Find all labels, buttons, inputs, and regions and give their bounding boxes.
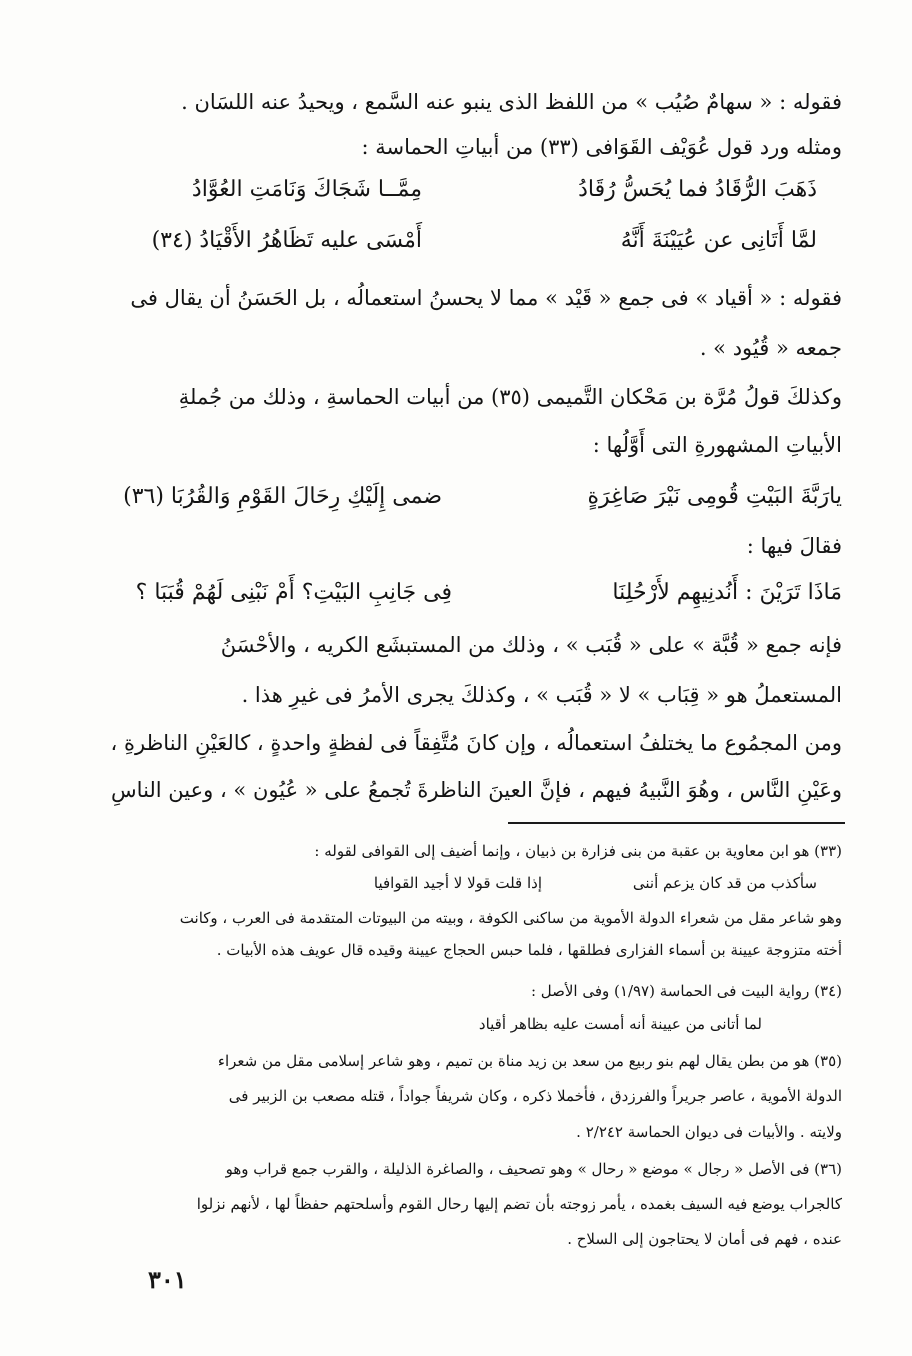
footnote-35-line-3: ولايته . والأبيات فى ديوان الحماسة ٢/٢٤٢ .	[576, 1123, 842, 1141]
footnote-separator	[508, 822, 845, 824]
footnote-34-line-1: (٣٤) رواية البيت فى الحماسة (١/٩٧) وفى الأصل :	[530, 982, 842, 1000]
footnote-36-line-2: كالجراب يوضع فيه السيف بغمده ، يأمر زوجته بأن تضم إليها رحال القوم وأسلحتهم حفظاً لها ، لأنهم نزلوا	[196, 1195, 842, 1213]
text-line-9: المستعملُ هو « قِبَاب » لا « قُبَب » ، وكذلكَ يجرى الأمرُ فى غيرِ هذا .	[241, 683, 842, 707]
footnote-35-line-1: (٣٥) هو من بطن يقال لهم بنو ربيع من سعد بن زيد مناة بن تميم ، وهو شاعر إسلامى مقل من شعراء	[217, 1052, 842, 1070]
footnote-35-line-2: الدولة الأموية ، عاصر جريراً والفرزدق ، فأخملا ذكره ، وكان شريفاً جواداً ، قتله مصعب بن الزبير فى	[228, 1087, 842, 1105]
footnote-33-verse-first: سأكذب من قد كان يزعم أننى	[632, 874, 817, 892]
verse-2-first-hemistich: لمَّا أَتَانِى عن عُيَيْنَةَ أَنَّهُ	[620, 228, 817, 253]
text-line-11: وعَيْنِ النَّاس ، وهُوَ النَّبيهُ فيهم ، فإنَّ العينَ الناظرةَ تُجمعُ على « عُيُون » ، وعين الناسِ	[111, 778, 842, 802]
verse-1-second-hemistich: مِمَّــا شَجَاكَ وَنَامَتِ العُوَّادُ	[191, 177, 422, 202]
text-line-4: جمعه « قُيُود » .	[699, 336, 842, 360]
text-line-3: فقوله : « أقياد » فى جمع « قَيْد » مما لا يحسنُ استعمالُه ، بل الحَسَنُ أن يقال فى	[130, 286, 842, 310]
text-line-2: ومثله ورد قول عُوَيْف القَوَافى (٣٣) من أبياتِ الحماسة :	[361, 135, 842, 159]
footnote-33-verse-second: إذا قلت قولا لا أجيد القوافيا	[373, 874, 542, 892]
verse-4-first-hemistich: مَاذَا تَرَيْنَ : أَنُدنِيهِم لأَرْحُلِنَا	[612, 580, 842, 605]
footnote-36-line-1: (٣٦) فى الأصل « رجال » موضع « رحال » وهو تصحيف ، والصاغرة الذليلة ، والقرب جمع قراب وهو	[225, 1160, 842, 1178]
verse-1-first-hemistich: ذَهَبَ الرُّقَادُ فما يُحَسُّ رُقَادُ	[578, 177, 817, 202]
text-line-7: فقالَ فيها :	[746, 534, 842, 558]
text-line-6: الأبياتِ المشهورةِ التى أَوَّلُها :	[592, 433, 842, 457]
footnote-33-line-3: أخته متزوجة عيينة بن أسماء الفزارى فطلقها ، فلما حبس الحجاج عيينة وقيده قال عويف هذه الأبيات .	[216, 941, 842, 959]
verse-3-first-hemistich: يارَبَّةَ البَيْتِ قُومِى نَيْرَ صَاغِرَةٍ	[587, 484, 842, 509]
footnote-33-line-2: وهو شاعر مقل من شعراء الدولة الأموية من ساكنى الكوفة ، وبيته من البيوتات المتقدمة فى العرب ، وكانت	[179, 909, 842, 927]
footnote-36-line-3: عنده ، فهم فى أمان لا يحتاجون إلى السلاح .	[567, 1230, 842, 1248]
verse-4-second-hemistich: فِى جَانِبِ البَيْتِ؟ أَمْ نَبْنِى لَهُمْ قُبَبَا ؟	[135, 580, 452, 605]
text-line-5: وكذلكَ قولُ مُرَّة بن مَحْكان التَّميمى (٣٥) من أبيات الحماسةِ ، وذلك من جُملةِ	[178, 385, 842, 409]
verse-3-second-hemistich: ضمى إِلَيْكِ رِحَالَ القَوْمِ وَالقُرُبَا (٣٦)	[123, 484, 442, 509]
page-number: ٣٠١	[148, 1265, 187, 1294]
text-line-8: فإنه جمع « قُبَّة » على « قُبَب » ، وذلك من المستبشَع الكريه ، والأحْسَنُ	[220, 633, 842, 657]
verse-2-second-hemistich: أَمْسَى عليه تَظَاهُرُ الأَقْيَادُ (٣٤)	[151, 228, 422, 253]
text-line-10: ومن المجمُوع ما يختلفُ استعمالُه ، وإن كانَ مُتَّفِقاً فى لفظةٍ واحدةٍ ، كالعَيْنِ الناظرةِ ،	[110, 731, 842, 755]
text-line-1: فقوله : « سهامٌ صُيُب » من اللفظ الذى ينبو عنه السَّمع ، ويحيدُ عنه اللسَان .	[181, 90, 842, 114]
footnote-34-verse: لما أتانى من عيينة أنه أمست عليه بظاهر أقياد	[478, 1015, 762, 1033]
footnote-33-line-1: (٣٣) هو ابن معاوية بن عقبة من بنى فزارة بن ذبيان ، وإنما أضيف إلى القوافى لقوله :	[314, 842, 842, 860]
